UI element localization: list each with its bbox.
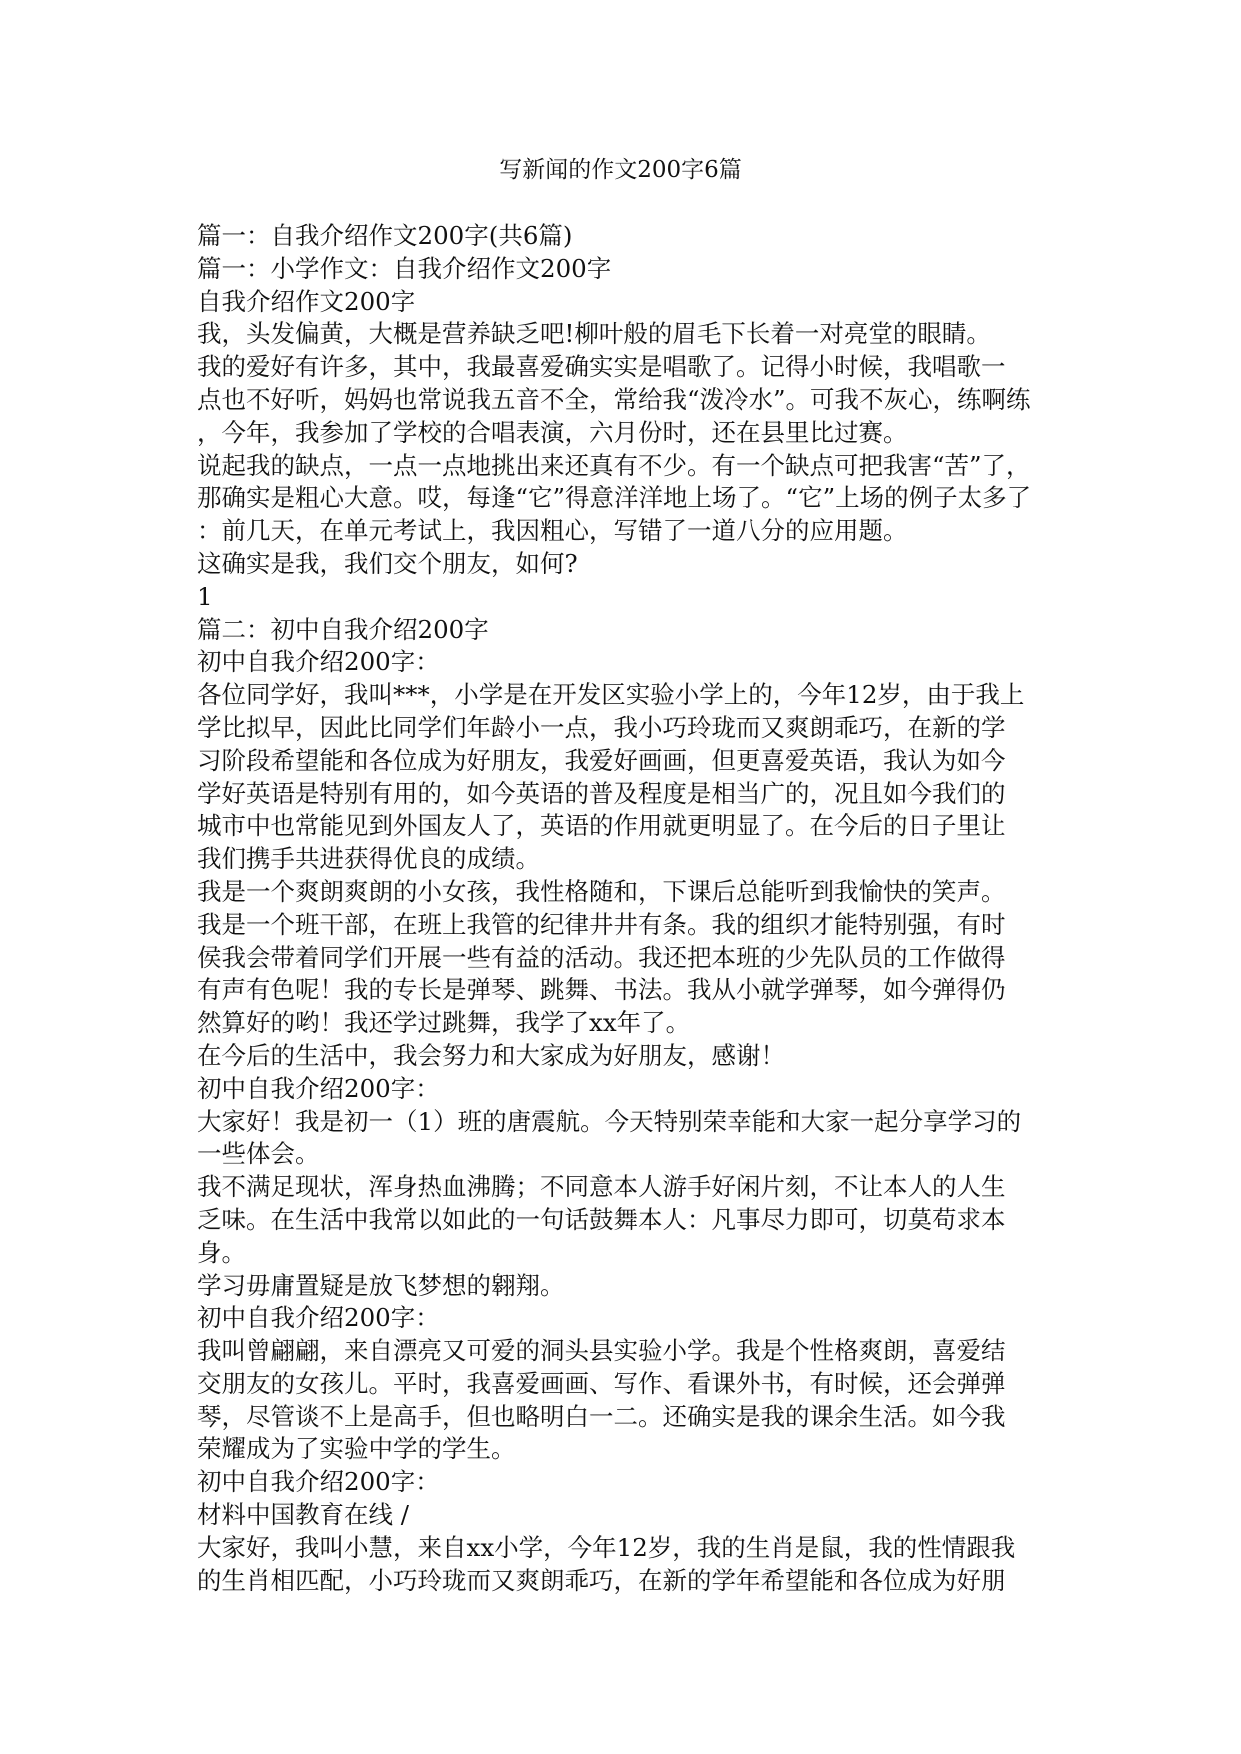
text-line: 材料中国教育在线 /	[197, 1500, 410, 1530]
text-line: 篇一：自我介绍作文200字(共6篇)	[197, 221, 573, 250]
text-line: 各位同学好，我叫***，小学是在开发区实验小学上的，今年12岁，由于我上	[197, 680, 1025, 710]
text-line: 我们携手共进获得优良的成绩。	[197, 844, 540, 874]
text-line: 1	[197, 581, 213, 611]
text-line: 大家好，我叫小慧，来自xx小学，今年12岁，我的生肖是鼠，我的性情跟我	[197, 1532, 1016, 1562]
text-line: 在今后的生活中，我会努力和大家成为好朋友，感谢！	[197, 1040, 785, 1070]
text-line: ，今年，我参加了学校的合唱表演，六月份时，还在县里比过赛。	[197, 417, 908, 447]
text-line: 琴，尽管谈不上是高手，但也略明白一二。还确实是我的课余生活。如今我	[197, 1401, 1006, 1431]
text-line: 习阶段希望能和各位成为好朋友，我爱好画画，但更喜爱英语，我认为如今	[197, 745, 1006, 775]
document-body	[197, 220, 1057, 1597]
text-line: 我是一个爽朗爽朗的小女孩，我性格随和，下课后总能听到我愉快的笑声。	[197, 876, 1006, 906]
text-line: 城市中也常能见到外国友人了，英语的作用就更明显了。在今后的日子里让	[197, 811, 1006, 841]
text-line: 的生肖相匹配，小巧玲珑而又爽朗乖巧，在新的学年希望能和各位成为好朋	[197, 1565, 1006, 1595]
text-line: 篇一：小学作文：自我介绍作文200字	[197, 253, 612, 283]
text-line: 交朋友的女孩儿。平时，我喜爱画画、写作、看课外书，有时候，还会弹弹	[197, 1368, 1006, 1398]
text-line: 我，头发偏黄，大概是营养缺乏吧!柳叶般的眉毛下长着一对亮堂的眼睛。	[197, 319, 991, 349]
document-title: 写新闻的作文200字6篇	[499, 157, 742, 183]
text-line: 大家好！我是初一（1）班的唐震航。今天特别荣幸能和大家一起分享学习的	[197, 1106, 1022, 1136]
text-line: 说起我的缺点，一点一点地挑出来还真有不少。有一个缺点可把我害“苦”了，	[197, 450, 1031, 480]
text-line: 点也不好听，妈妈也常说我五音不全，常给我“泼冷水”。可我不灰心，练啊练	[197, 384, 1031, 414]
text-line: 荣耀成为了实验中学的学生。	[197, 1434, 516, 1464]
text-line: 初中自我介绍200字：	[197, 1467, 440, 1497]
text-line: 身。	[197, 1237, 246, 1267]
text-line: 初中自我介绍200字：	[197, 1073, 440, 1103]
text-line: 然算好的哟！我还学过跳舞，我学了xx年了。	[197, 1008, 691, 1038]
text-line: 学比拟早，因此比同学们年龄小一点，我小巧玲珑而又爽朗乖巧，在新的学	[197, 712, 1006, 742]
text-line: 我叫曾翩翩，来自漂亮又可爱的洞头县实验小学。我是个性格爽朗，喜爱结	[197, 1336, 1006, 1366]
text-line: 我的爱好有许多，其中，我最喜爱确实实是唱歌了。记得小时候，我唱歌一	[197, 352, 1006, 382]
text-line: 学好英语是特别有用的，如今英语的普及程度是相当广的，况且如今我们的	[197, 778, 1006, 808]
text-line: 学习毋庸置疑是放飞梦想的翱翔。	[197, 1270, 565, 1300]
text-line: 我不满足现状，浑身热血沸腾；不同意本人游手好闲片刻，不让本人的人生	[197, 1172, 1006, 1202]
text-line: 初中自我介绍200字：	[197, 647, 440, 677]
text-line: ：前几天，在单元考试上，我因粗心，写错了一道八分的应用题。	[197, 516, 908, 546]
text-line: 这确实是我，我们交个朋友，如何?	[197, 548, 578, 578]
text-line: 一些体会。	[197, 1139, 320, 1169]
text-line: 侯我会带着同学们开展一些有益的活动。我还把本班的少先队员的工作做得	[197, 942, 1006, 972]
text-line: 那确实是粗心大意。哎，每逢“它”得意洋洋地上场了。“它”上场的例子太多了	[197, 483, 1032, 513]
text-line: 篇二：初中自我介绍200字	[197, 614, 489, 644]
text-line: 乏味。在生活中我常以如此的一句话鼓舞本人：凡事尽力即可，切莫苟求本	[197, 1204, 1006, 1234]
text-line: 我是一个班干部，在班上我管的纪律井井有条。我的组织才能特别强，有时	[197, 909, 1006, 939]
text-line: 自我介绍作文200字	[197, 286, 416, 316]
text-line: 有声有色呢！我的专长是弹琴、跳舞、书法。我从小就学弹琴，如今弹得仍	[197, 975, 1006, 1005]
text-line: 初中自我介绍200字：	[197, 1303, 440, 1333]
